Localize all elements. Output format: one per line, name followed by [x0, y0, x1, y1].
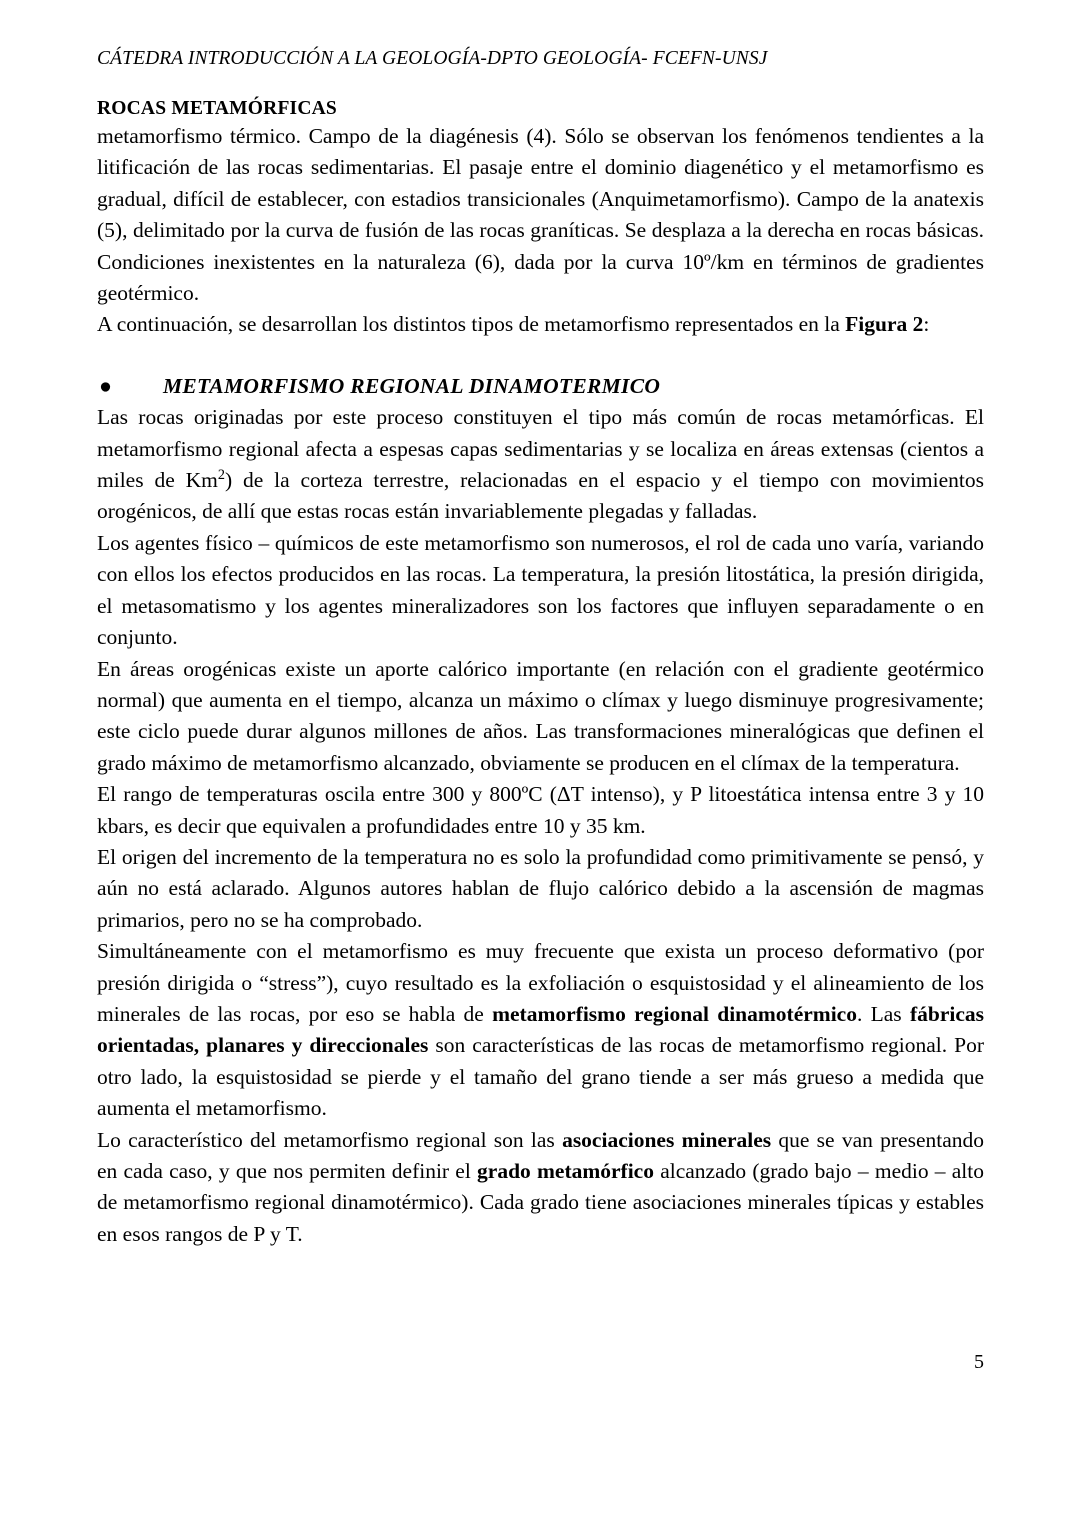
page-title: ROCAS METAMÓRFICAS: [97, 98, 337, 119]
simultaneamente-part-b: . Las: [856, 1001, 910, 1026]
rocas-originadas-part-a: Las rocas originadas por este proceso constituyen el tipo más común de rocas metamórficas. El metamorfismo regional afecta a espesas capas sedimentarias y se localiza en áreas extensas (cientos a miles de Km: [97, 405, 984, 493]
superscript-square: 2: [217, 466, 225, 483]
running-head: CÁTEDRA INTRODUCCIÓN A LA GEOLOGÍA-DPTO GEOLOGÍA- FCEFN-UNSJ: [97, 48, 768, 69]
figura-reference: Figura 2: [845, 312, 924, 337]
rocas-originadas-part-b: ) de la corteza terrestre, relacionadas en el espacio y el tiempo con movimientos orogénicos, de allí que estas rocas están invariablemente plegadas y falladas.: [97, 468, 984, 524]
lo-caracteristico-part-c: alcanzado (grado bajo – medio – alto de metamorfismo regional dinamotérmico). Cada grado tiene asociaciones minerales típicas y estables en esos rangos de P y T.: [97, 1159, 984, 1246]
page-number: 5: [974, 1351, 984, 1373]
lo-caracteristico-part-b: que se van presentando en cada caso, y que nos permiten definir el: [97, 1127, 985, 1183]
section-heading-label: METAMORFISMO REGIONAL DINAMOTERMICO: [163, 373, 661, 398]
paragraph-metamorfismo-termico: metamorfismo térmico. Campo de la diagénesis (4). Sólo se observan los fenómenos tendientes a la litificación de las rocas sedimentarias. El pasaje entre el dominio diagenético y el metamorfismo es gradual, difícil de establecer, con estadios transicionales (Anquimetamorfismo). Campo de la anatexis (5), delimitado por la curva de fusión de las rocas graníticas. Se desplaza a la derecha en rocas básicas. Condiciones inexistentes en la naturaleza (6), dada por la curva 10º/km en términos de gradientes geotérmico.: [97, 124, 984, 306]
paragraph-areas-orogenicas: En áreas orogénicas existe un aporte calórico importante (en relación con el gradiente geotérmico normal) que aumenta en el tiempo, alcanza un máximo o clímax y luego disminuye progresivamente; este ciclo puede durar algunos millones de años. Las transformaciones mineralógicas que definen el grado máximo de metamorfismo alcanzado, obviamente se producen en el clímax de la temperatura.: [97, 656, 984, 775]
bullet-icon: ●: [99, 373, 112, 398]
term-asociaciones-minerales: asociaciones minerales: [562, 1127, 772, 1152]
term-grado-metamorfico: grado metamórfico: [477, 1159, 654, 1183]
paragraph-lo-caracteristico: [97, 1125, 984, 1251]
figura-intro-lead: A continuación, se desarrollan los distintos tipos de metamorfismo representados en la: [97, 312, 846, 337]
figura-intro-tail: :: [923, 312, 930, 337]
paragraph-simultaneamente: [97, 936, 984, 1124]
paragraph-figura-intro: [97, 309, 984, 340]
term-fabricas-orientadas: fábricas orientadas, planares y direccionales: [97, 1001, 984, 1058]
term-metamorfismo-regional-dinamotermico: metamorfismo regional dinamotérmico: [492, 1001, 857, 1026]
paragraph-rango-temperaturas: El rango de temperaturas oscila entre 300 y 800ºC (ΔT intenso), y P litoestática intensa entre 3 y 10 kbars, es decir que equivalen a profundidades entre 10 y 35 km.: [97, 782, 984, 838]
section-heading-regional-dinamotermico: [97, 371, 984, 402]
page-content: [97, 0, 984, 1250]
paragraph-origen-incremento: El origen del incremento de la temperatura no es solo la profundidad como primitivamente se pensó, y aún no está aclarado. Algunos autores hablan de flujo calórico debido a la ascensión de magmas primarios, pero no se ha comprobado.: [97, 844, 984, 932]
lo-caracteristico-part-a: Lo característico del metamorfismo regional son las: [97, 1127, 563, 1152]
paragraph-rocas-originadas: [97, 402, 984, 528]
simultaneamente-part-a: Simultáneamente con el metamorfismo es muy frecuente que exista un proceso deformativo (por presión dirigida o “stress”), cuyo resultado es la exfoliación o esquistosidad y el alineamiento de los minerales de las rocas, por eso se habla de: [97, 939, 984, 1026]
paragraph-agentes-fisico-quimicos: Los agentes físico – químicos de este metamorfismo son numerosos, el rol de cada uno varía, variando con ellos los efectos producidos en las rocas. La temperatura, la presión litostática, la presión dirigida, el metasomatismo y los agentes mineralizadores son los factores que influyen separadamente o en conjunto.: [97, 530, 984, 650]
simultaneamente-part-c: son características de las rocas de metamorfismo regional. Por otro lado, la esquistosidad se pierde y el tamaño del grano tiende a ser más grueso a medida que aumenta el metamorfismo.: [97, 1033, 984, 1121]
